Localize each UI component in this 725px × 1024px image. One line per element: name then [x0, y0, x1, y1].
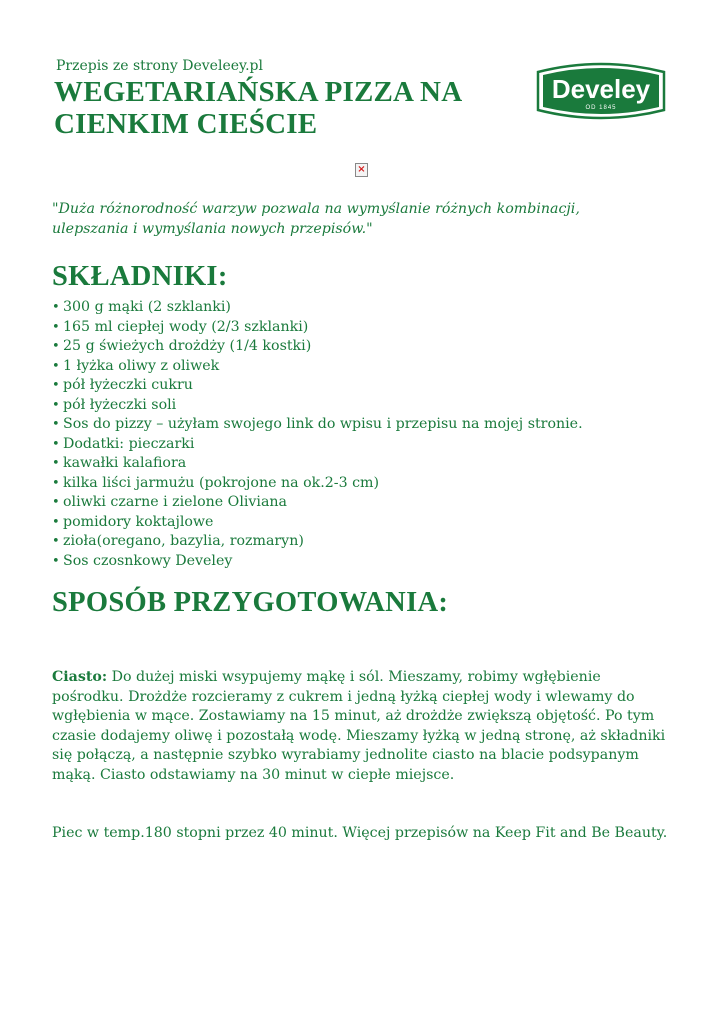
- oven-instructions: Piec w temp.180 stopni przez 40 minut. Więcej przepisów na Keep Fit and Be Beauty.: [52, 825, 668, 841]
- logo-since-text: OD 1845: [585, 105, 617, 111]
- dough-instructions: [52, 668, 672, 785]
- list-item: • 165 ml ciepłej wody (2/3 szklanki): [52, 318, 583, 338]
- list-item: • kawałki kalafiora: [52, 454, 583, 474]
- page-title: WEGETARIAŃSKA PIZZA NA CIENKIM CIEŚCIE: [54, 76, 461, 140]
- list-item: • oliwki czarne i zielone Oliviana: [52, 493, 583, 513]
- list-item: • 300 g mąki (2 szklanki): [52, 298, 583, 318]
- preparation-heading: SPOSÓB PRZYGOTOWANIA:: [52, 587, 449, 618]
- ingredients-list: [52, 298, 583, 571]
- list-item: • Sos do pizzy – użyłam swojego link do wpisu i przepisu na mojej stronie.: [52, 415, 583, 435]
- list-item: • 25 g świeżych drożdży (1/4 kostki): [52, 337, 583, 357]
- dough-text: Do dużej miski wsypujemy mąkę i sól. Mieszamy, robimy wgłębienie pośrodku. Drożdże rozcieramy z cukrem i jedną łyżką ciepłej wody i wlewamy do wgłębienia w mące. Zostawiamy na 15 minut, aż drożdże zwiększą objętość. Po tym czasie dodajemy oliwę i pozostałą wodę. Mieszamy łyżką w jedną stronę, aż składniki się połączą, a następnie szybko wyrabiamy jednolite ciasto na blacie podsypanym mąką. Ciasto odstawiamy na 30 minut w ciepłe miejsce.: [52, 669, 666, 783]
- list-item: • pół łyżeczki cukru: [52, 376, 583, 396]
- list-item: • zioła(oregano, bazylia, rozmaryn): [52, 532, 583, 552]
- ingredients-heading: SKŁADNIKI:: [52, 261, 228, 292]
- recipe-source: Przepis ze strony Develeey.pl: [56, 58, 263, 74]
- logo-brand-text: Develey: [551, 74, 651, 104]
- list-item: • Sos czosnkowy Develey: [52, 552, 583, 572]
- list-item: • Dodatki: pieczarki: [52, 435, 583, 455]
- list-item: • pół łyżeczki soli: [52, 396, 583, 416]
- intro-quote: "Duża różnorodność warzyw pozwala na wymyślanie różnych kombinacji, ulepszania i wymyślania nowych przepisów.": [52, 201, 580, 237]
- list-item: • pomidory koktajlowe: [52, 513, 583, 533]
- list-item: • kilka liści jarmużu (pokrojone na ok.2-3 cm): [52, 474, 583, 494]
- develey-logo: [532, 58, 670, 124]
- broken-image-icon: ×: [355, 163, 368, 177]
- dough-label: Ciasto:: [52, 669, 108, 685]
- list-item: • 1 łyżka oliwy z oliwek: [52, 357, 583, 377]
